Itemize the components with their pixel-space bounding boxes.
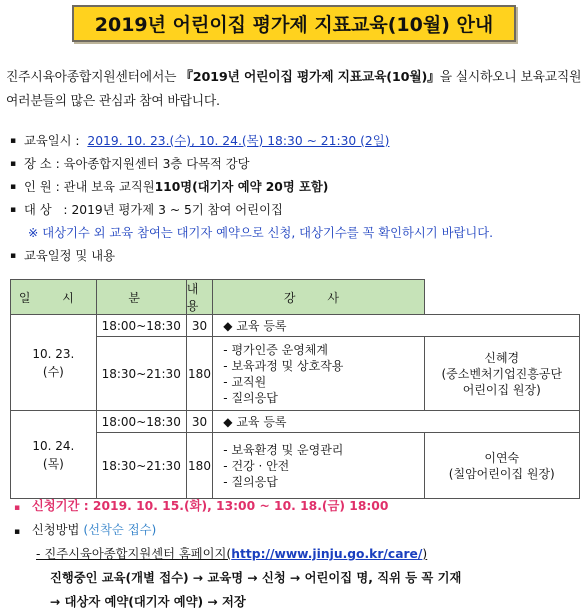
target-value: : 2019년 평가제 3 ~ 5기 참여 어린이집: [63, 203, 283, 217]
day2-lecturer-cell: [424, 433, 579, 499]
list-item: - 교직원: [223, 374, 267, 389]
date-label: 교육일시 :: [24, 134, 80, 148]
day2-slot2-content: [213, 433, 424, 499]
intro-paragraph: [6, 66, 582, 114]
bullet-icon: ▪: [14, 527, 21, 537]
target-label: 대 상: [24, 203, 52, 217]
table-row: [11, 411, 580, 433]
table-header-row: [11, 280, 580, 315]
date-value: 2019. 10. 23.(수), 10. 24.(목) 18:30 ~ 21:30 (2일): [87, 134, 390, 148]
table-row: [11, 433, 580, 499]
table-row: [11, 315, 580, 337]
bullet-icon: ▪: [10, 182, 17, 192]
day1-slot2-minutes: 180: [186, 337, 213, 411]
list-item: - 건강 · 안전: [223, 458, 290, 473]
bullet-icon: ▪: [14, 503, 21, 513]
day1-weekday: (수): [42, 364, 64, 379]
info-row-people: [10, 176, 582, 199]
people-value: 관내 보육 교직원: [63, 180, 155, 194]
day2-lecturer-name: 이연숙: [484, 450, 520, 465]
apply-period-value: 2019. 10. 15.(화), 13:00 ~ 10. 18.(금) 18:00: [92, 499, 389, 513]
apply-section: [14, 494, 584, 614]
apply-period-label: 신청기간 :: [31, 499, 93, 513]
page-title: 2019년 어린이집 평가제 지표교육(10월) 안내: [72, 5, 516, 42]
day1-slot2-time: 18:30~21:30: [96, 337, 186, 411]
day2-slot1-time: 18:00~18:30: [96, 411, 186, 433]
apply-step1-row: [14, 542, 584, 566]
info-row-date: [10, 130, 582, 153]
apply-step1-prefix: - 진주시육아종합지원센터 홈페이지(: [36, 547, 232, 561]
table-row: [11, 337, 580, 411]
apply-step1-suffix: ): [422, 547, 428, 561]
day2-lecturer-org: (칠암어린이집 원장): [448, 466, 555, 481]
header-content: 내 용: [186, 280, 213, 315]
day2-date: 10. 24.: [32, 438, 75, 453]
intro-highlight: 『2019년 어린이집 평가제 지표교육(10월)』: [180, 70, 440, 85]
info-row-target: [10, 199, 582, 222]
list-item: - 질의응답: [223, 390, 278, 405]
day2-date-cell: [11, 411, 97, 499]
info-row-schedule: [10, 245, 582, 268]
people-label: 인 원 :: [24, 180, 60, 194]
day1-lecturer-name: 신혜경: [484, 350, 520, 365]
apply-period-row: [14, 494, 584, 518]
place-value: 육아종합지원센터 3층 다목적 강당: [63, 157, 250, 171]
apply-method-label: 신청방법: [31, 523, 84, 537]
day2-slot1-minutes: 30: [186, 411, 213, 433]
homepage-link[interactable]: http://www.jinju.go.kr/care/: [231, 547, 423, 561]
intro-text-1: 진주시육아종합지원센터에서는: [6, 70, 181, 85]
list-item: - 질의응답: [223, 474, 278, 489]
day1-slot1-time: 18:00~18:30: [96, 315, 186, 337]
list-item: - 보육환경 및 운영관리: [223, 442, 344, 457]
schedule-table: [10, 279, 580, 499]
header-lecturer: 강 사: [213, 280, 424, 315]
apply-step2-row: 진행중인 교육(개별 접수) → 교육명 → 신청 → 어린이집 명, 직위 등 꼭 기재: [50, 571, 462, 585]
day2-slot2-minutes: 180: [186, 433, 213, 499]
day1-slot2-content: [213, 337, 424, 411]
day1-lecturer-title: 어린이집 원장): [462, 382, 541, 397]
place-label: 장 소 :: [24, 157, 60, 171]
day1-lecturer-cell: [424, 337, 579, 411]
list-item: - 평가인증 운영체계: [223, 342, 328, 357]
day1-slot1-content: ◆ 교육 등록: [213, 315, 580, 337]
bullet-icon: ▪: [10, 136, 17, 146]
day1-date-cell: [11, 315, 97, 411]
day1-lecturer-org: (중소벤처기업진흥공단: [441, 366, 563, 381]
header-datetime: 일 시: [11, 280, 97, 315]
bullet-icon: ▪: [10, 159, 17, 169]
day1-date: 10. 23.: [32, 346, 75, 361]
info-note: ※ 대상기수 외 교육 참여는 대기자 예약으로 신청, 대상기수를 꼭 확인하시기 바랍니다.: [28, 226, 493, 240]
info-row-place: [10, 153, 582, 176]
day2-slot1-content: ◆ 교육 등록: [213, 411, 580, 433]
schedule-label: 교육일정 및 내용: [24, 249, 115, 263]
people-bold: 110명(대기자 예약 20명 포함): [154, 180, 329, 194]
bullet-icon: ▪: [10, 205, 17, 215]
apply-method-row: [14, 518, 584, 542]
intro-text-2: 을 실시하오니 보육교직원 여러분들의 많은 관심과 참여 바랍니다.: [6, 70, 582, 109]
day2-weekday: (목): [42, 456, 64, 471]
apply-step3-row: → 대상자 예약(대기자 예약) → 저장: [50, 595, 246, 609]
header-minutes: 분: [96, 280, 186, 315]
day2-slot2-time: 18:30~21:30: [96, 433, 186, 499]
apply-method-note: (선착순 접수): [83, 523, 157, 537]
day1-slot1-minutes: 30: [186, 315, 213, 337]
list-item: - 보육과정 및 상호작용: [223, 358, 344, 373]
bullet-icon: ▪: [10, 251, 17, 261]
info-section: [10, 130, 582, 268]
